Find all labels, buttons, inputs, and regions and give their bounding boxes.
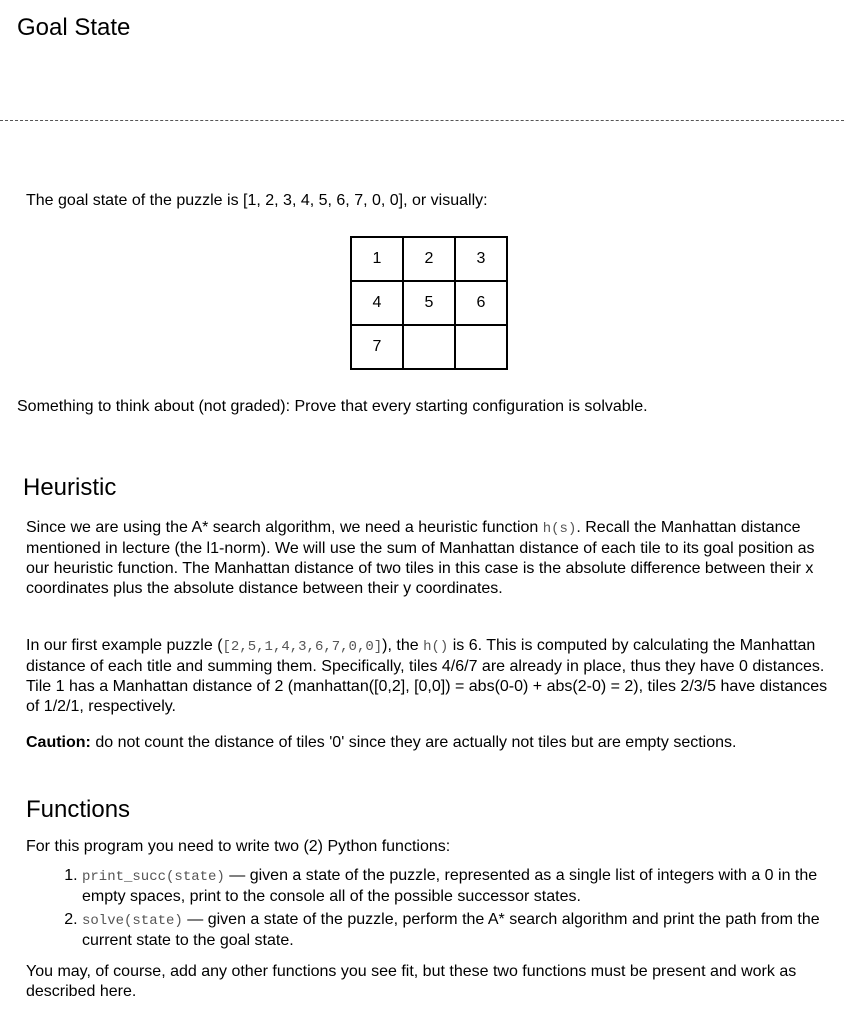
solve-code: solve(state) [82, 913, 183, 929]
list-item [82, 866, 826, 907]
grid-row [351, 237, 507, 281]
heuristic-paragraph-1 [26, 518, 834, 599]
grid-cell: 1 [351, 237, 403, 281]
list-item [82, 910, 826, 951]
goal-state-heading: Goal State [17, 14, 131, 41]
goal-state-intro: The goal state of the puzzle is [1, 2, 3, 4, 5, 6, 7, 0, 0], or visually: [26, 192, 488, 209]
grid-row [351, 325, 507, 369]
print-succ-code: print_succ(state) [82, 869, 225, 885]
h-function-code: h() [423, 639, 449, 655]
caution-label: Caution: [26, 734, 91, 751]
heuristic-p1-text-rest: . Recall the Manhattan distance mentioned in lecture (the l1-norm). We will use the sum of Manhattan distance of each tile to its goal position as our heuristic function. The Manhattan distance of two tiles in this case is the absolute difference between their x coordinates plus the absolute distance between their y coordinates. [26, 519, 815, 597]
grid-cell: 6 [455, 281, 507, 325]
grid-cell [403, 325, 455, 369]
grid-cell [455, 325, 507, 369]
grid-cell: 2 [403, 237, 455, 281]
grid-cell: 4 [351, 281, 403, 325]
heuristic-paragraph-2 [26, 636, 834, 717]
caution-text: do not count the distance of tiles '0' since they are actually not tiles but are empty sections. [90, 734, 737, 751]
heuristic-p2-text: In our first example puzzle ( [26, 637, 223, 654]
think-note: Something to think about (not graded): Prove that every starting configuration is solvable. [17, 398, 648, 415]
heuristic-p1-text: Since we are using the A* search algorithm, we need a heuristic function [26, 519, 543, 536]
heuristic-function-code: h(s) [542, 521, 577, 537]
example-puzzle-code: [2,5,1,4,3,6,7,0,0] [222, 639, 383, 655]
goal-state-grid [350, 236, 508, 370]
functions-outro: You may, of course, add any other functions you see fit, but these two functions must be present and work as described here. [26, 963, 797, 1000]
heuristic-heading: Heuristic [23, 474, 117, 501]
section-divider [0, 120, 844, 121]
grid-cell: 5 [403, 281, 455, 325]
caution-note [26, 733, 834, 753]
heuristic-p2-text-rest: is 6. This is computed by calculating the Manhattan distance of each title and summing them. Specifically, tiles 4/6/7 are already in place, thus they have 0 distances. Tile 1 has a Manhattan distance of 2 (manhattan([0,2], [0,0]) = abs(0-0) + abs(2-0) = 2), tiles 2/3/5 have distances of 1/2/1, respectively. [26, 637, 828, 715]
functions-list-container [26, 866, 826, 954]
grid-cell: 7 [351, 325, 403, 369]
functions-heading: Functions [26, 796, 131, 823]
print-succ-description: — given a state of the puzzle, represented as a single list of integers with a 0 in the empty spaces, print to the console all of the possible successor states. [82, 867, 818, 905]
solve-description: — given a state of the puzzle, perform the A* search algorithm and print the path from the current state to the goal state. [82, 911, 820, 949]
heuristic-p2-between: ), the [382, 637, 424, 654]
functions-list [26, 866, 826, 951]
grid-row [351, 281, 507, 325]
grid-cell: 3 [455, 237, 507, 281]
functions-intro: For this program you need to write two (2) Python functions: [26, 838, 451, 855]
